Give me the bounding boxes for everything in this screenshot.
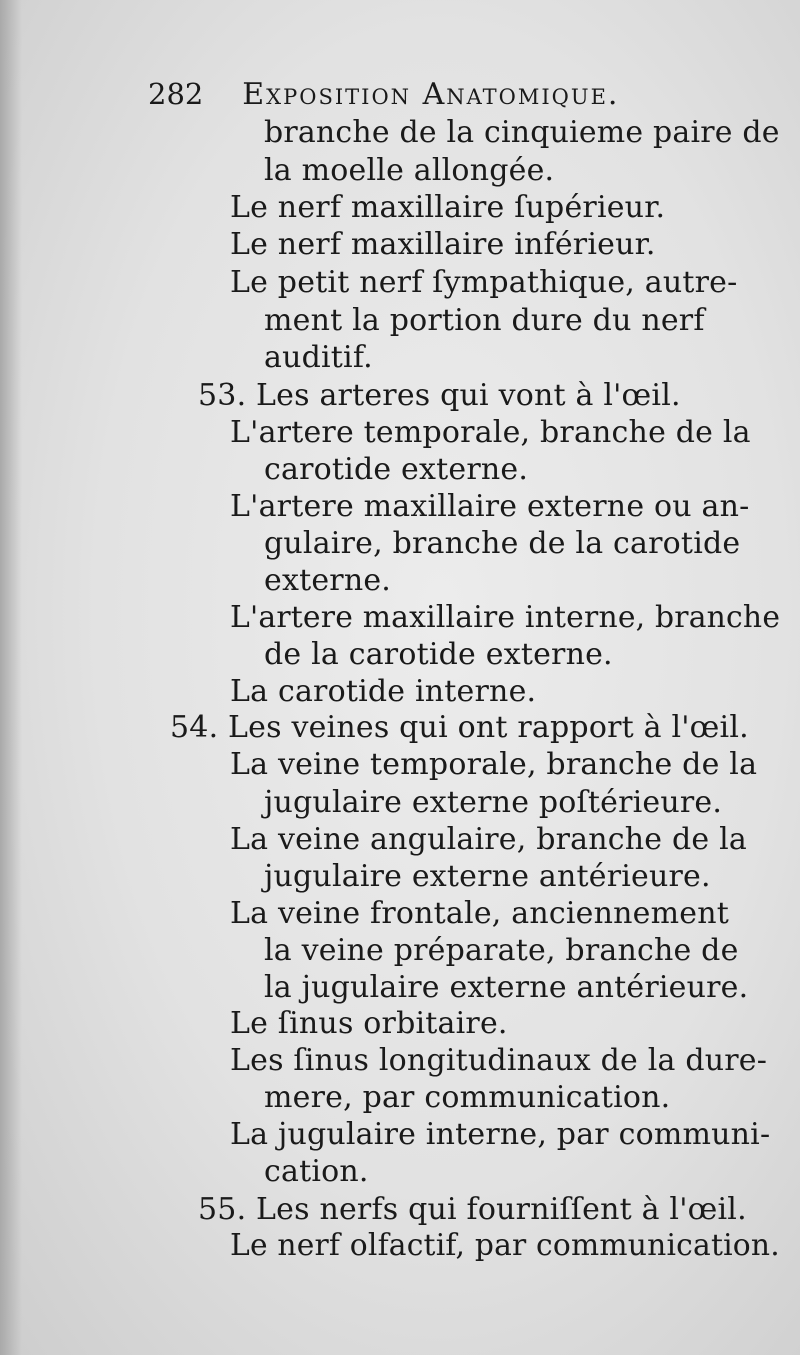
text-line: jugulaire externe antérieure.: [264, 859, 711, 894]
running-header: [148, 76, 619, 113]
running-title: Exposition Anatomique.: [242, 77, 620, 112]
text-line: L'artere maxillaire interne, branche: [230, 600, 781, 635]
text-line: gulaire, branche de la carotide: [264, 526, 741, 561]
text-line: La veine temporale, branche de la: [230, 747, 758, 782]
section-heading-54: 54. Les veines qui ont rapport à l'œil.: [170, 710, 749, 745]
text-line: la moelle allongée.: [264, 153, 555, 188]
text-line: La jugulaire interne, par communi-: [230, 1117, 771, 1152]
text-line: Le nerf maxillaire inférieur.: [230, 227, 656, 262]
text-line: Le ſinus orbitaire.: [230, 1006, 508, 1041]
text-line: L'artere temporale, branche de la: [230, 415, 751, 450]
text-line: Le nerf olfactif, par communication.: [230, 1228, 780, 1263]
text-line: Le nerf maxillaire ſupérieur.: [230, 190, 666, 225]
text-line: Les ſinus longitudinaux de la dure-: [230, 1043, 768, 1078]
text-line: La veine angulaire, branche de la: [230, 822, 747, 857]
text-line: mere, par communication.: [264, 1080, 671, 1115]
text-line: carotide externe.: [264, 452, 529, 487]
text-line: jugulaire externe poſtérieure.: [264, 785, 723, 820]
section-heading-53: 53. Les arteres qui vont à l'œil.: [198, 378, 681, 413]
text-line: Le petit nerf ſympathique, autre-: [230, 265, 738, 300]
text-line: La carotide interne.: [230, 674, 537, 709]
text-line: la veine préparate, branche de: [264, 933, 739, 968]
text-line: la jugulaire externe antérieure.: [264, 970, 749, 1005]
text-line: ment la portion dure du nerf: [264, 303, 705, 338]
text-line: de la carotide externe.: [264, 637, 613, 672]
section-heading-55: 55. Les nerfs qui fourniſſent à l'œil.: [198, 1192, 747, 1227]
text-line: branche de la cinquieme paire de: [264, 115, 780, 150]
text-line: L'artere maxillaire externe ou an-: [230, 489, 750, 524]
text-line: cation.: [264, 1154, 369, 1189]
page-number: 282: [148, 77, 204, 111]
text-line: La veine frontale, anciennement: [230, 896, 729, 931]
text-line: externe.: [264, 563, 392, 598]
text-line: auditif.: [264, 340, 373, 375]
page-edge-shadow: [0, 0, 22, 1355]
